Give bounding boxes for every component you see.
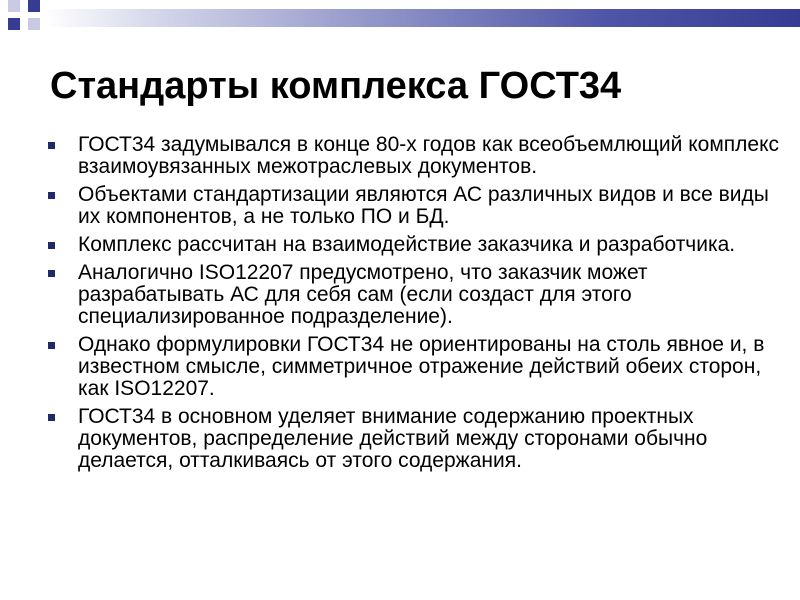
header-decoration <box>0 0 800 36</box>
bullet-item <box>48 262 783 328</box>
bullet-list <box>48 134 783 478</box>
deco-square <box>28 0 40 12</box>
square-bullet-icon <box>48 142 55 149</box>
bullet-item <box>48 234 783 256</box>
square-bullet-icon <box>48 242 55 249</box>
square-bullet-icon <box>48 342 55 349</box>
deco-square <box>28 18 40 30</box>
bullet-text: Однако формулировки ГОСТ34 не ориентированы на столь явное и, в известном смысле, симметричное отражение действий обеих сторон, как ISO12207. <box>78 333 765 400</box>
deco-square <box>8 0 20 12</box>
bullet-item <box>48 134 783 178</box>
square-bullet-icon <box>48 192 55 199</box>
bullet-item <box>48 406 783 472</box>
bullet-text: Комплекс рассчитан на взаимодействие заказчика и разработчика. <box>78 233 736 256</box>
bullet-text: ГОСТ34 в основном уделяет внимание содержанию проектных документов, распределение действий между сторонами обычно делается, отталкиваясь от этого содержания. <box>78 405 708 472</box>
header-gradient-strip <box>44 9 800 27</box>
square-bullet-icon <box>48 414 55 421</box>
deco-square <box>8 18 20 30</box>
slide-title: Стандарты комплекса ГОСТ34 <box>50 65 622 107</box>
square-bullet-icon <box>48 270 55 277</box>
bullet-item <box>48 184 783 228</box>
bullet-text: ГОСТ34 задумывался в конце 80-х годов как всеобъемлющий комплекс взаимоувязанных межотраслевых документов. <box>78 133 779 178</box>
bullet-item <box>48 334 783 400</box>
bullet-text: Объектами стандартизации являются АС различных видов и все виды их компонентов, а не только ПО и БД. <box>78 183 769 228</box>
bullet-text: Аналогично ISO12207 предусмотрено, что заказчик может разрабатывать АС для себя сам (если создаст для этого специализированное подразделение). <box>78 261 648 328</box>
